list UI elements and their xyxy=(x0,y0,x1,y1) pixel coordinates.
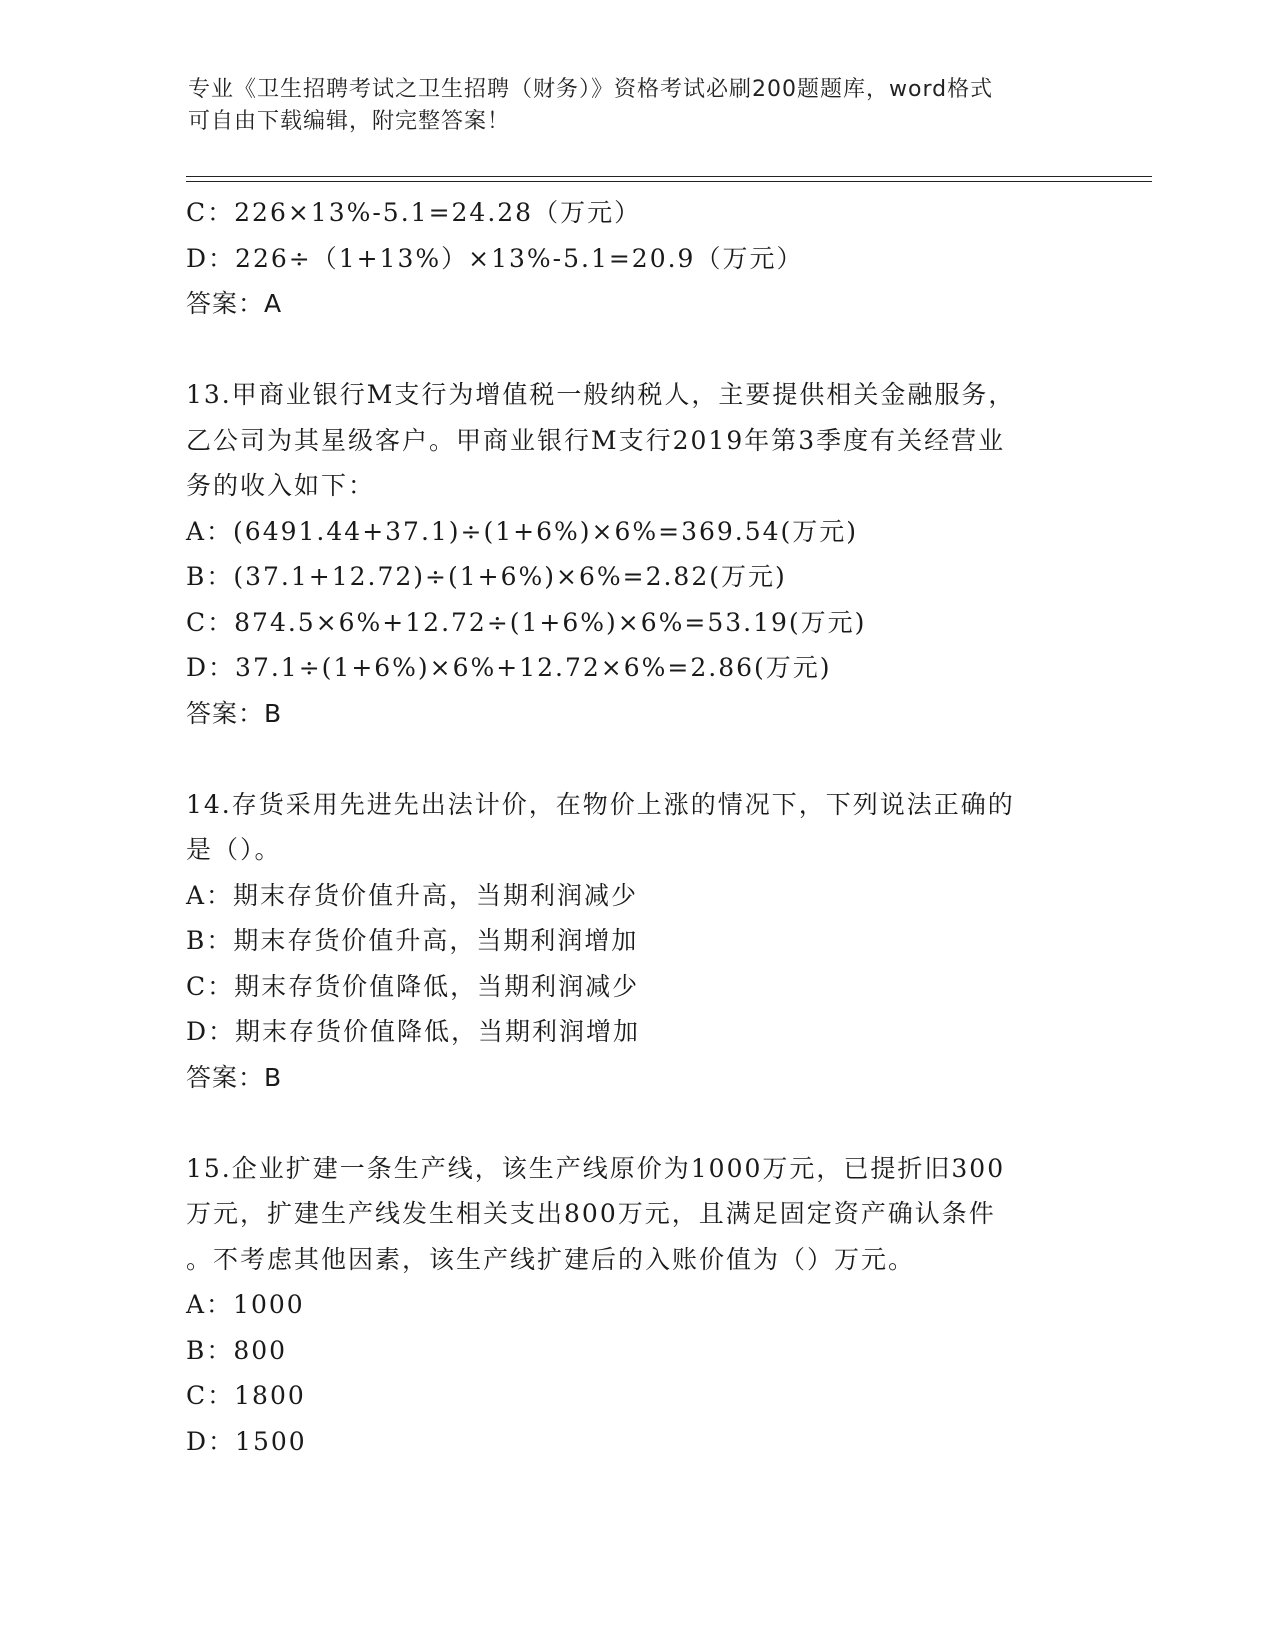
answer-label: 答案：B xyxy=(186,1062,283,1092)
question-stem: 15.企业扩建一条生产线，该生产线原价为1000万元，已提折旧300 xyxy=(186,1153,1006,1183)
option-b: B：800 xyxy=(186,1335,288,1365)
question-stem: 务的收入如下： xyxy=(186,471,376,500)
question-14 xyxy=(186,782,1086,1101)
spacer xyxy=(186,327,1086,373)
option-d: D：期末存货价值降低，当期利润增加 xyxy=(186,1017,641,1046)
question-15 xyxy=(186,1146,1086,1465)
option-a: A：(6491.44+37.1)÷(1+6%)×6%=369.54(万元) xyxy=(186,516,859,546)
option-c: C：874.5×6%+12.72÷(1+6%)×6%=53.19(万元) xyxy=(186,607,867,637)
question-list xyxy=(186,190,1086,1464)
header-divider-bottom xyxy=(186,181,1152,182)
option-d: D：1500 xyxy=(186,1426,307,1456)
spacer xyxy=(186,736,1086,782)
header-title-line-2: 可自由下载编辑，附完整答案！ xyxy=(188,109,511,134)
option-c: C：226×13%-5.1=24.28（万元） xyxy=(186,198,642,227)
option-b: B：(37.1+12.72)÷(1+6%)×6%=2.82(万元) xyxy=(186,562,787,591)
question-stem: 13.甲商业银行M支行为增值税一般纳税人，主要提供相关金融服务， xyxy=(186,380,1016,409)
question-stem: 。不考虑其他因素，该生产线扩建后的入账价值为（）万元。 xyxy=(186,1244,916,1274)
option-a: A：期末存货价值升高，当期利润减少 xyxy=(186,880,639,910)
option-d: D：226÷（1+13%）×13%-5.1=20.9（万元） xyxy=(186,243,804,273)
document-header xyxy=(188,74,1088,138)
question-stem: 万元，扩建生产线发生相关支出800万元，且满足固定资产确认条件 xyxy=(186,1199,996,1228)
answer-label: 答案：A xyxy=(186,289,283,318)
question-stem: 14.存货采用先进先出法计价，在物价上涨的情况下，下列说法正确的 xyxy=(186,789,1015,819)
option-d: D：37.1÷(1+6%)×6%+12.72×6%=2.86(万元) xyxy=(186,653,832,682)
question-13 xyxy=(186,372,1086,736)
spacer xyxy=(186,1100,1086,1146)
header-title-line-1: 专业《卫生招聘考试之卫生招聘（财务）》资格考试必刷200题题库，word格式 xyxy=(188,77,994,102)
option-c: C：1800 xyxy=(186,1381,306,1410)
question-stem: 是（）。 xyxy=(186,835,282,864)
option-c: C：期末存货价值降低，当期利润减少 xyxy=(186,971,640,1001)
option-a: A：1000 xyxy=(186,1290,305,1319)
question-12-tail xyxy=(186,190,1086,327)
option-b: B：期末存货价值升高，当期利润增加 xyxy=(186,926,639,955)
header-divider-top xyxy=(186,176,1152,177)
answer-label: 答案：B xyxy=(186,698,283,728)
question-stem: 乙公司为其星级客户。甲商业银行M支行2019年第3季度有关经营业 xyxy=(186,425,1006,455)
